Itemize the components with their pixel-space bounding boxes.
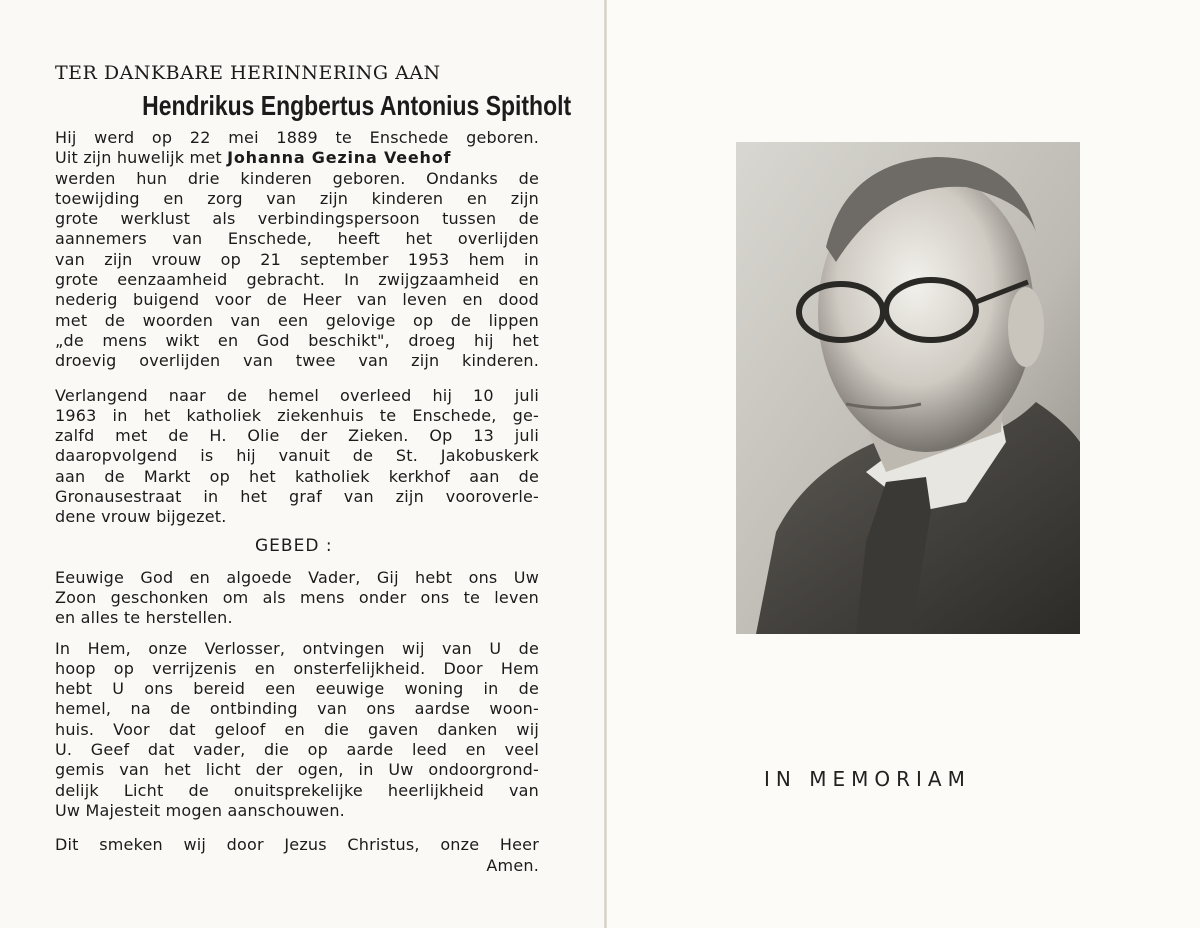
bio-line: aan de Markt op het katholiek kerkhof aan de [55, 466, 539, 486]
prayer-line: In Hem, onze Verlosser, ontvingen wij van U de [55, 638, 539, 658]
bio-line: van zijn vrouw op 21 september 1953 hem in [55, 249, 539, 269]
prayer-line: huis. Voor dat geloof en die gaven danken wij [55, 719, 539, 739]
bio-line: Verlangend naar de hemel overleed hij 10 juli [55, 385, 539, 405]
bio-line: „de mens wikt en God beschikt", droeg hij het [55, 330, 539, 350]
bio-line: dene vrouw bijgezet. [55, 507, 227, 527]
bio-line: toewijding en zorg van zijn kinderen en zijn [55, 188, 539, 208]
prayer-line: Eeuwige God en algoede Vader, Gij hebt ons Uw [55, 567, 539, 587]
bio-line: daaropvolgend is hij vanuit de St. Jakobuskerk [55, 446, 539, 466]
prayer-line: en alles te herstellen. [55, 608, 233, 628]
bio-line: zalfd met de H. Olie der Zieken. Op 13 juli [55, 426, 539, 446]
amen: Amen. [486, 855, 539, 875]
text-column [55, 60, 572, 876]
bio-line: grote werklust als verbindingspersoon tussen de [55, 209, 539, 229]
spouse-name: Johanna Gezina Veehof [227, 148, 452, 168]
bio-line-spouse [55, 148, 539, 168]
bio-line: met de woorden van een gelovige op de lippen [55, 310, 539, 330]
bio-line: grote eenzaamheid gebracht. In zwijgzaamheid en [55, 270, 539, 290]
prayer-line: delijk Licht de onuitsprekelijke heerlijkheid van [55, 780, 539, 800]
prayer-line: hoop op verrijzenis en onsterfelijkheid. Door Hem [55, 658, 539, 678]
bio-line: droevig overlijden van twee van zijn kinderen. [55, 351, 539, 371]
deceased-name: Hendrikus Engbertus Antonius Spitholt [142, 90, 572, 121]
prayer-paragraph-2 [55, 639, 539, 822]
closing-paragraph [55, 835, 539, 876]
bio-line: nederig buigend voor de Heer van leven en dood [55, 290, 539, 310]
prayer-paragraph-1 [55, 568, 539, 629]
closing-line: Dit smeken wij door Jezus Christus, onze Heer [55, 835, 539, 855]
portrait-photo [736, 142, 1080, 634]
prayer-line: Uw Majesteit mogen aanschouwen. [55, 800, 345, 820]
bio-line: 1963 in het katholiek ziekenhuis te Enschede, ge- [55, 405, 539, 425]
prayer-title: GEBED : [255, 535, 333, 556]
prayer-line: Zoon geschonken om als mens onder ons te leven [55, 587, 539, 607]
biography-paragraph-1 [55, 128, 539, 372]
biography-paragraph-2 [55, 386, 539, 528]
bio-line: aannemers van Enschede, heeft het overlijden [55, 229, 539, 249]
prayer-line: gemis van het licht der ogen, in Uw ondoorgrond- [55, 760, 539, 780]
bio-line: Hij werd op 22 mei 1889 te Enschede geboren. [55, 128, 539, 147]
prayer-line: hemel, na de ontbinding van ons aardse woon- [55, 699, 539, 719]
prayer-line: hebt U ons bereid een eeuwige woning in de [55, 679, 539, 699]
in-memoriam-title: IN MEMORIAM [764, 767, 971, 791]
bio-line: Gronausestraat in het graf van zijn vooroverle- [55, 487, 539, 507]
bio-line-prefix: Uit zijn huwelijk met [55, 148, 228, 168]
bio-line: werden hun drie kinderen geboren. Ondanks de [55, 168, 539, 188]
prayer-line: U. Geef dat vader, die op aarde leed en veel [55, 740, 539, 760]
remembrance-heading: TER DANKBARE HERINNERING AAN [55, 62, 441, 84]
